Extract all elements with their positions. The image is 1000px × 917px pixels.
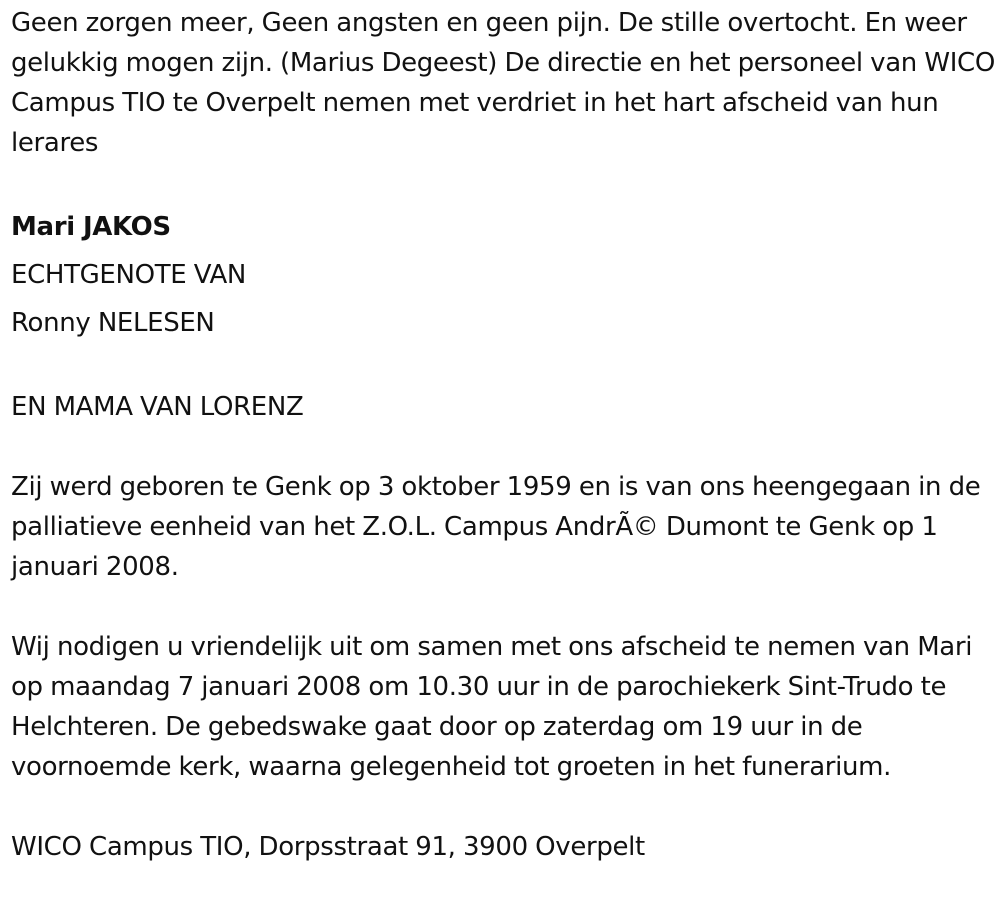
- spacer: [11, 427, 996, 467]
- birth-death-paragraph: Zij werd geboren te Genk op 3 oktober 1959 en is van ons heengegaan in de palliatieve eenheid van het Z.O.L. Campus AndrÃ© Dumont te Genk op 1 januari 2008.: [11, 472, 981, 582]
- child-line: EN MAMA VAN LORENZ: [11, 392, 304, 422]
- obituary-text: [11, 3, 996, 867]
- address-line: WICO Campus TIO, Dorpsstraat 91, 3900 Overpelt: [11, 832, 645, 862]
- spacer: [11, 347, 996, 387]
- deceased-name: Mari JAKOS: [11, 212, 171, 242]
- spacer: [11, 787, 996, 827]
- invitation-paragraph: Wij nodigen u vriendelijk uit om samen met ons afscheid te nemen van Mari op maandag 7 januari 2008 om 10.30 uur in de parochiekerk Sint-Trudo te Helchteren. De gebedswake gaat door op zaterdag om 19 uur in de voornoemde kerk, waarna gelegenheid tot groeten in het funerarium.: [11, 632, 973, 782]
- spouse-name: Ronny NELESEN: [11, 308, 215, 338]
- spacer: [11, 587, 996, 627]
- relation-line: ECHTGENOTE VAN: [11, 260, 247, 290]
- intro-paragraph: Geen zorgen meer, Geen angsten en geen pijn. De stille overtocht. En weer gelukkig mogen zijn. (Marius Degeest) De directie en het personeel van WICO Campus TIO te Overpelt nemen met verdriet in het hart afscheid van hun lerares: [11, 8, 995, 158]
- spacer: [11, 163, 996, 203]
